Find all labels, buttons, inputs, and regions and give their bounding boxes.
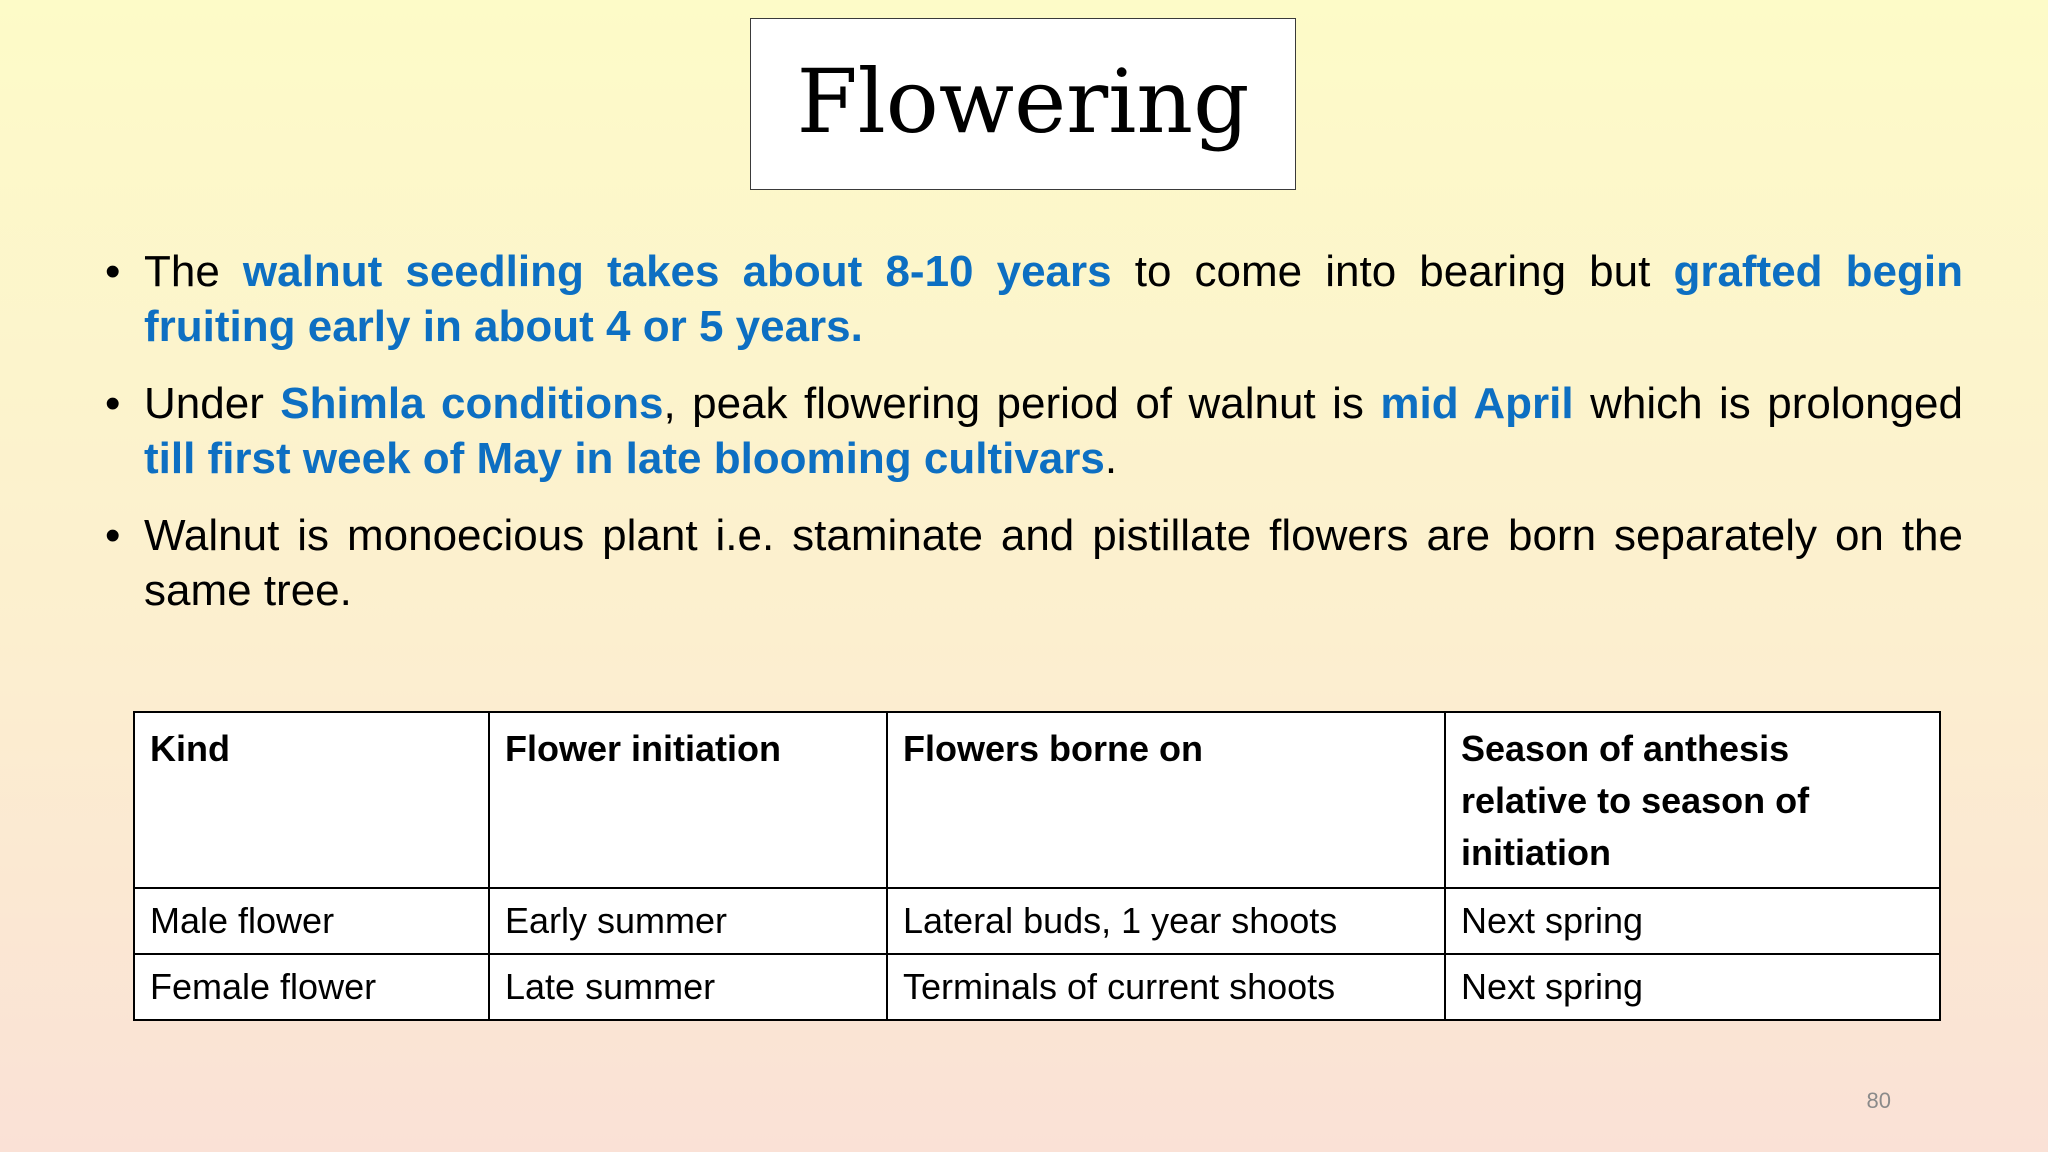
table-cell: Next spring (1445, 954, 1940, 1020)
text-segment: Under (144, 379, 281, 428)
bullet-text (144, 379, 1963, 483)
bullet-item (105, 376, 1963, 486)
highlight-segment: mid April (1380, 379, 1574, 428)
table-cell: Lateral buds, 1 year shoots (887, 888, 1445, 954)
text-segment: . (1104, 434, 1118, 483)
bullet-item (105, 244, 1963, 354)
highlight-segment: walnut seedling takes about 8-10 years (242, 247, 1112, 296)
header-flower-initiation: Flower initiation (489, 712, 887, 888)
text-segment: , peak flowering period of walnut is (663, 379, 1381, 428)
title-box (750, 18, 1296, 190)
table-cell: Late summer (489, 954, 887, 1020)
table-cell: Early summer (489, 888, 887, 954)
highlight-segment: till first week of May in late blooming cultivars (144, 434, 1105, 483)
bullet-dot-icon: • (105, 379, 121, 428)
bullet-text (144, 511, 1963, 615)
table-row (134, 888, 1940, 954)
bullet-list (105, 244, 1963, 640)
slide-title: Flowering (796, 50, 1250, 153)
table-row (134, 954, 1940, 1020)
bullet-dot-icon: • (105, 511, 121, 560)
table-cell: Next spring (1445, 888, 1940, 954)
text-segment: which is prolonged (1573, 379, 1963, 428)
table-header-row (134, 712, 1940, 888)
table-cell: Female flower (134, 954, 489, 1020)
table-cell: Terminals of current shoots (887, 954, 1445, 1020)
bullet-text (144, 247, 1963, 351)
flowering-table (133, 711, 1941, 1021)
header-season-of-anthesis: Season of anthesis relative to season of initiation (1445, 712, 1940, 888)
highlight-segment: Shimla conditions (280, 379, 664, 428)
page-number: 80 (1866, 1088, 1891, 1113)
text-segment: Walnut is monoecious plant i.e. staminate and pistillate flowers are born separately on the same tree. (144, 511, 1963, 615)
bullet-item (105, 508, 1963, 618)
bullet-dot-icon: • (105, 247, 121, 296)
table-cell: Male flower (134, 888, 489, 954)
text-segment: to come into bearing but (1111, 247, 1674, 296)
header-kind: Kind (134, 712, 489, 888)
text-segment: The (144, 247, 243, 296)
highlight-segment: grafted begin fruiting early in about 4 or 5 years. (144, 247, 1963, 351)
header-flowers-borne-on: Flowers borne on (887, 712, 1445, 888)
